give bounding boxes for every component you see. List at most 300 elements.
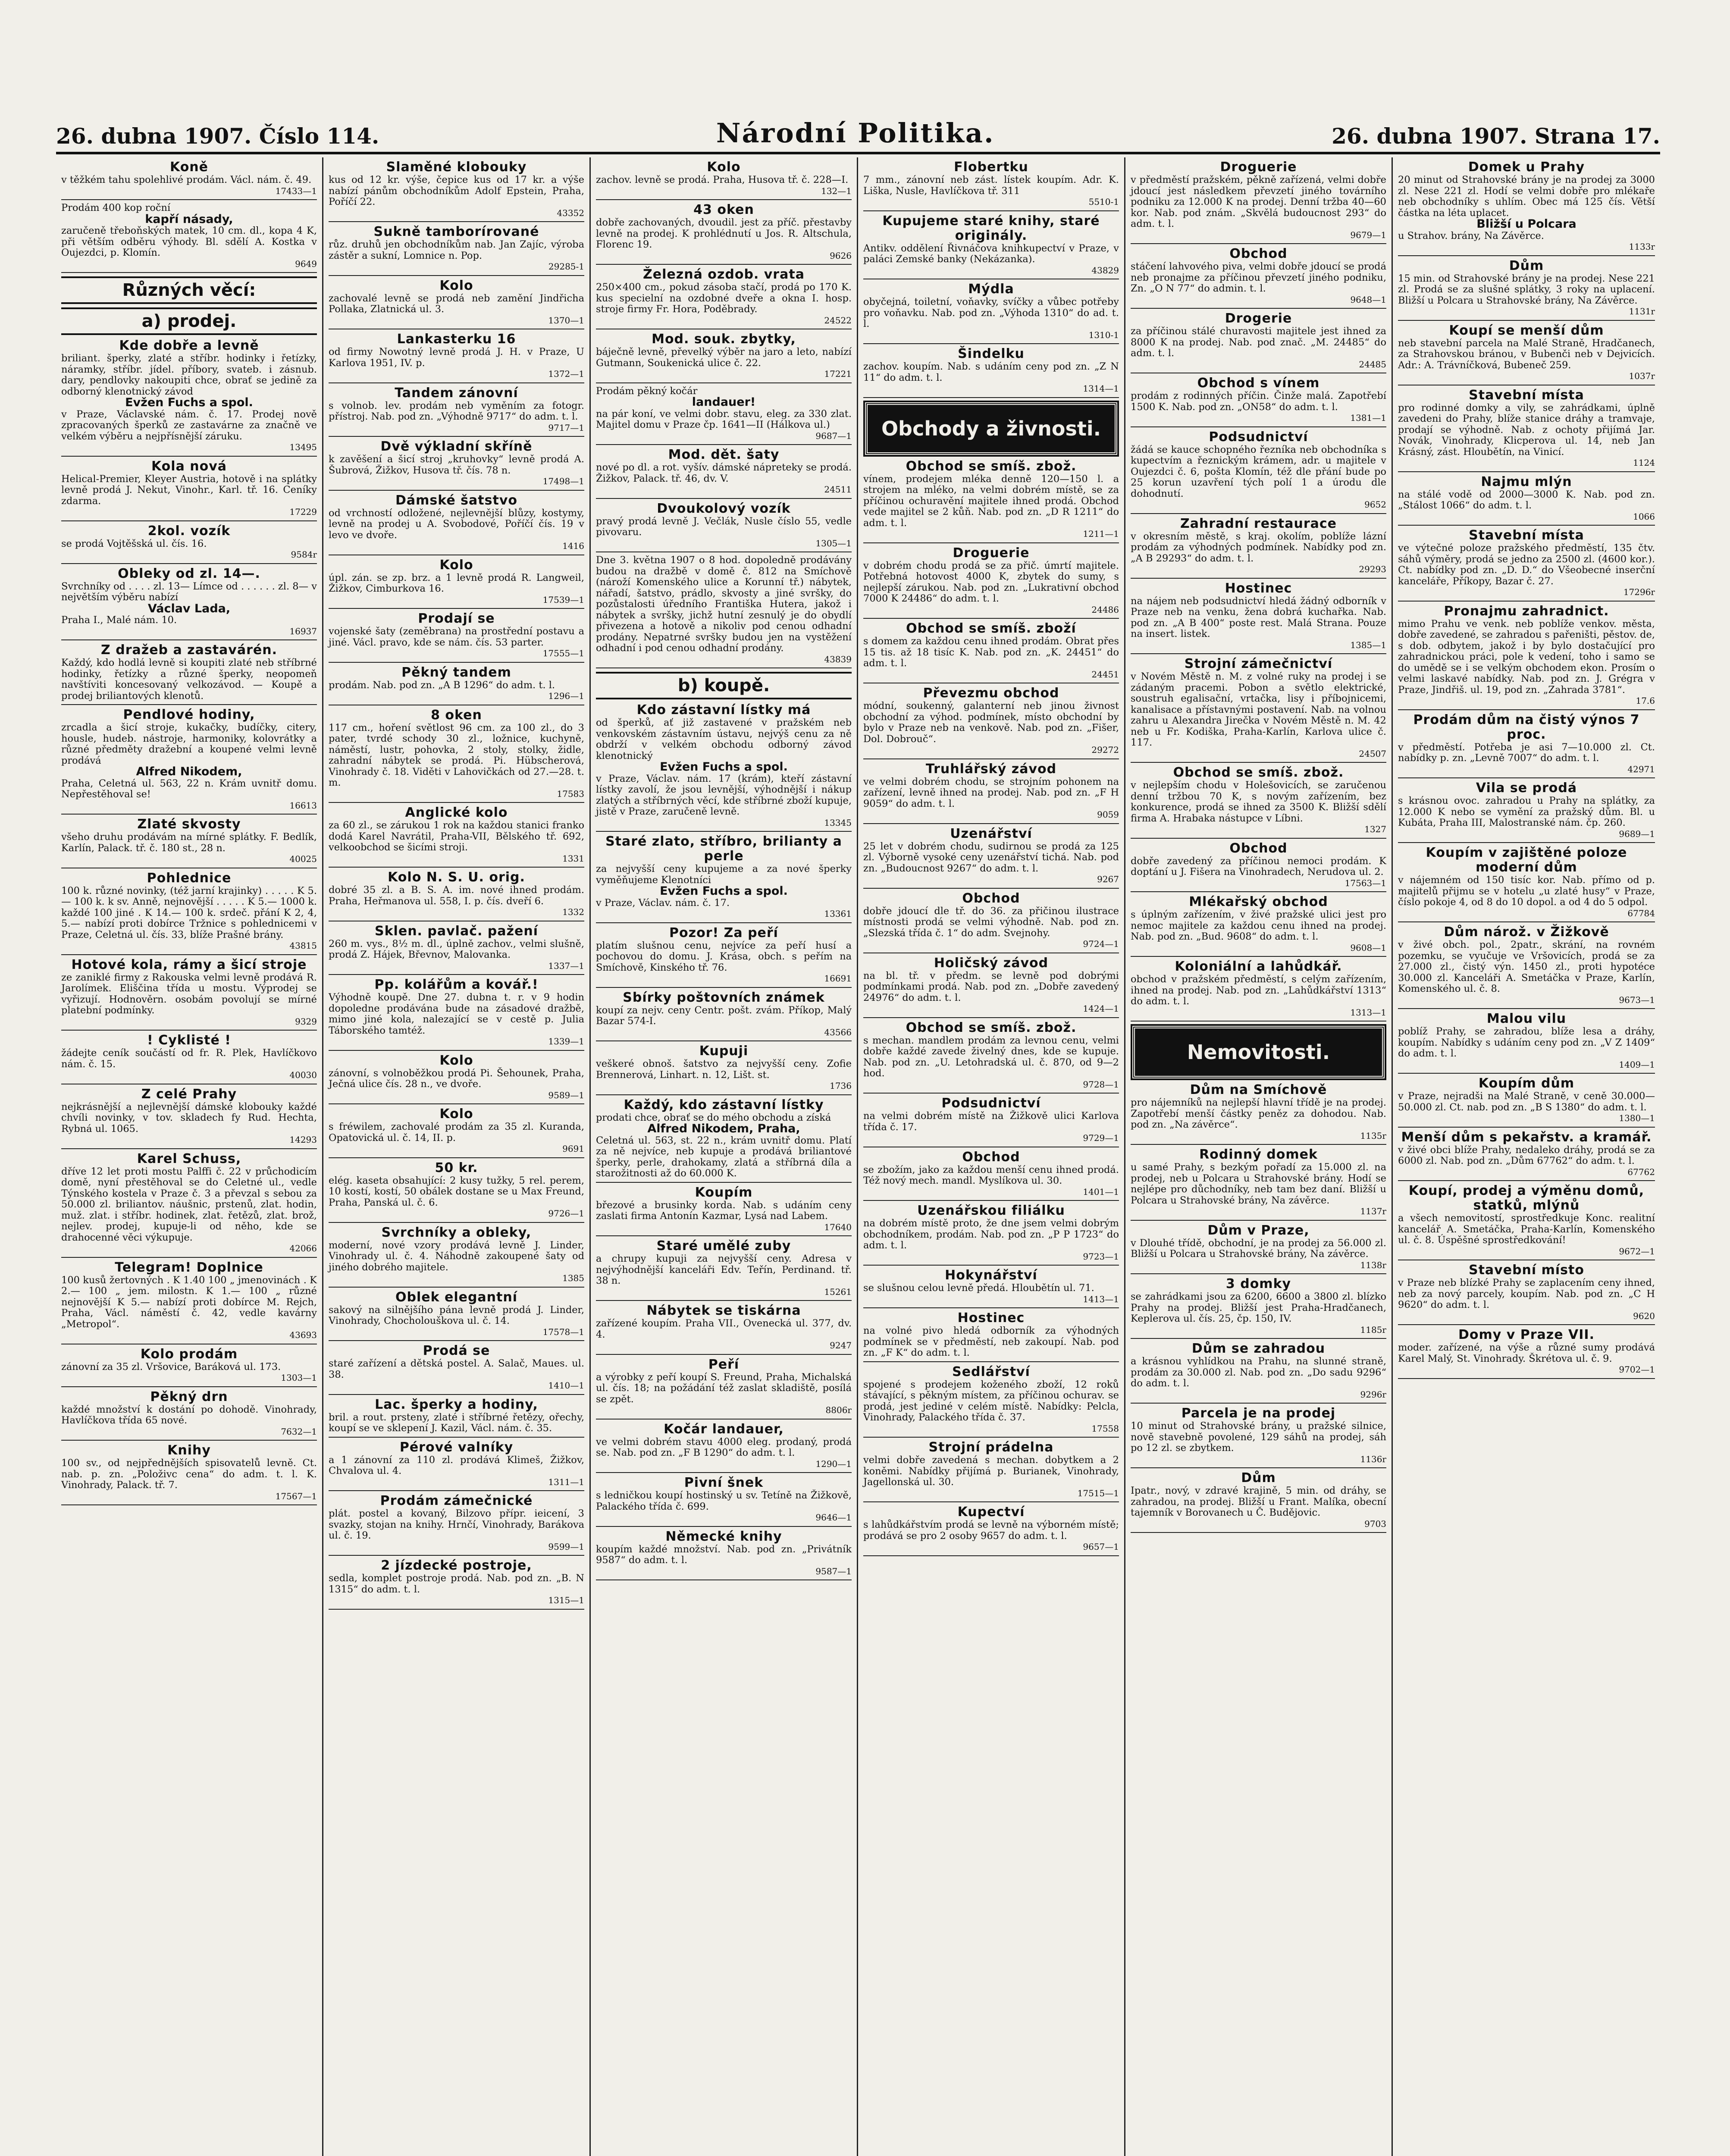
ad-body xyxy=(61,581,317,626)
ad-body xyxy=(61,1275,317,1330)
header-date-right: 26. dubna 1907. Strana 17. xyxy=(1332,123,1660,149)
ad-separator xyxy=(596,1472,852,1473)
ad-body xyxy=(863,1035,1119,1079)
ad-text-continued: v Praze, Václav. nám. č. 17. xyxy=(596,897,730,909)
ad-reference-number: 17563—1 xyxy=(1345,877,1386,888)
ad-body xyxy=(596,1318,852,1340)
ad-reference-number: 1380—1 xyxy=(1619,1113,1655,1123)
ad-emphasis: Evžen Fuchs a spol. xyxy=(125,396,253,409)
ad-body xyxy=(1131,1421,1386,1454)
ad-text: za 60 zl., se zárukou 1 rok na každou stanici franko dodá Karel Navrátil, Praha-VII, Bělského tř. 692, velkoobchod se šicími stroji. xyxy=(329,820,584,853)
ad-reference-number: 1311—1 xyxy=(548,1476,584,1487)
ad-text: na stálé vodě od 2000—3000 K. Nab. pod zn. „Stálost 1066“ do adm. t. l. xyxy=(1398,489,1655,511)
ad-separator xyxy=(863,823,1119,824)
ad-separator xyxy=(1398,777,1655,778)
classified-ad xyxy=(1131,430,1386,511)
classified-ad xyxy=(1398,528,1655,598)
ad-body xyxy=(1131,1238,1386,1260)
ad-separator xyxy=(61,954,317,955)
ad-text: 100 sv., od nejpřednějších spisovatelů levně. Ct. nab. p. zn. „Položivc cena“ do adm. t. l. K. Vinohrady, Palack. tř. 7. xyxy=(61,1457,317,1491)
ad-headline: Pěkný drn xyxy=(150,1389,228,1404)
ad-body xyxy=(596,718,852,818)
ad-headline: Mlékařský obchod xyxy=(1189,894,1328,909)
classified-ad xyxy=(329,1290,584,1338)
ad-text: zánovní, s volnoběžkou prodá Pi. Šehounek, Praha, Ječná ulice čís. 28 n., ve dvoře. xyxy=(329,1067,584,1090)
ad-separator xyxy=(61,639,317,640)
ad-body xyxy=(1398,543,1655,587)
ad-reference-number: 17578—1 xyxy=(542,1326,584,1337)
ad-text: vínem, prodejem mléka denně 120—150 l. a strojem na mléko, na velmi dobrém místě, se za příčinou ochuravění majitele ihned prodá. Obchod vede majitel se 2 kůň. Nab. pod zn. „D R 1211“ do adm. t. l. xyxy=(863,473,1119,529)
ad-headline: 43 oken xyxy=(693,202,754,217)
ad-separator xyxy=(863,618,1119,619)
ad-body xyxy=(61,353,317,442)
ad-reference-number: 1296—1 xyxy=(548,691,584,701)
ad-body xyxy=(61,1362,317,1373)
ad-reference-number: 9329 xyxy=(295,1016,317,1027)
ad-body xyxy=(863,841,1119,874)
classified-ad xyxy=(596,555,852,665)
ad-separator xyxy=(329,1103,584,1104)
ad-text: 117 cm., hoření světlost 96 cm. za 100 zl., do 3 pater, tvrdé schody 30 zl., ložnice, kuchyně, náměstí, lustr, pohovka, 2 stoly, stolky, židle, zahradní nábytek se prodá. Pi. Hübscherová, Vinohrady č. 18. Viděti v Lahovičkách od 27.—28. t. m. xyxy=(329,722,584,788)
ad-body xyxy=(863,1520,1119,1542)
ad-headline: Prodám dům na čistý výnos 7 proc. xyxy=(1413,712,1640,742)
ad-text: 100 k. různé novinky, (též jarní krajinky) . . . . . K 5.— 100 k. k sv. Anně, nejnovější . . . . . K 5.— 1000 k. každé 100 jiné . K 14.— 100 k. srdeč. přání K 2, 4, 5.— nabízí proti dobírce Tržnice s pohlednicemi v Praze, Celetná ul. čís. 33, blíže Prašné brány. xyxy=(61,885,317,940)
classified-ad xyxy=(1131,247,1386,305)
ad-body xyxy=(61,972,317,1016)
ad-reference-number: 40025 xyxy=(289,854,317,864)
ad-reference-number: 1331 xyxy=(562,853,584,864)
ad-reference-number: 17539—1 xyxy=(542,594,584,605)
ad-reference-number: 1385 xyxy=(562,1273,584,1283)
ad-separator xyxy=(1398,320,1655,321)
ad-text: báječně levně, převelký výběr na jaro a leto, nabízí Gutmann, Soukenická ulice č. 22. xyxy=(596,346,852,369)
ad-reference-number: 1138r xyxy=(1360,1260,1386,1270)
ad-text: Výhodně koupě. Dne 27. dubna t. r. v 9 hodin dopoledne prodávána bude na zásadové dražbě, mimo jiné kola, nalezající se v cestě p. Julia Táborského tamtéž. xyxy=(329,992,584,1036)
ad-body xyxy=(329,820,584,853)
ad-separator xyxy=(1398,525,1655,526)
ad-headline: Šindelku xyxy=(958,346,1025,361)
classified-ad xyxy=(1398,1012,1655,1070)
ad-body xyxy=(1131,909,1386,943)
ad-text: od šperků, ať již zastavené v pražském neb venkovském zástavním ústavu, nejvýš cenu za ně obdrží v velkém obchodu odborný závod klenotnický xyxy=(596,717,852,761)
ad-headline: Podsudnictví xyxy=(1209,429,1308,445)
ad-text: v okresním městě, s kraj. okolím, poblíže lázní prodám za výhodných podmínek. Nabídky pod zn. „A B 29293“ do adm. t. l. xyxy=(1131,530,1386,564)
classified-ad xyxy=(61,203,317,270)
ad-body xyxy=(61,175,317,186)
classified-ad xyxy=(329,870,584,918)
ad-body xyxy=(1398,1213,1655,1246)
classified-ad xyxy=(61,708,317,811)
ad-text: staré zařízení a dětská postel. A. Salač, Maues. ul. 38. xyxy=(329,1358,584,1380)
classified-ad xyxy=(329,1344,584,1391)
ad-headline: Drogerie xyxy=(1225,311,1292,326)
ad-reference-number: 13495 xyxy=(289,442,317,452)
ad-text: elég. kaseta obsahující: 2 kusy tužky, 5 rel. perem, 10 kostí, kostí, 50 obálek dostane se u Max Freund, Praha, Panská ul. č. 6. xyxy=(329,1175,584,1208)
ad-text: dobré 35 zl. a B. S. A. im. nové ihned prodám. Praha, Heřmanova ul. 558, I. p. čís. dveří 6. xyxy=(329,884,584,907)
ad-separator xyxy=(863,1501,1119,1502)
ad-reference-number: 43829 xyxy=(1091,265,1119,276)
ad-body xyxy=(329,626,584,648)
ad-separator xyxy=(596,987,852,988)
ad-separator xyxy=(1131,838,1386,839)
classified-ad xyxy=(329,924,584,972)
classified-ad xyxy=(863,214,1119,276)
ad-reference-number: 1185r xyxy=(1360,1324,1386,1335)
column-5 xyxy=(1125,157,1393,2156)
ad-reference-number: 42971 xyxy=(1627,764,1655,774)
ad-text: ve velmi dobrém stavu 4000 eleg. prodaný, prodá se. Nab. pod zn. „F B 1290“ do adm. t. l. xyxy=(596,1436,852,1458)
ad-text: zánovní za 35 zl. Vršovice, Baráková ul. 173. xyxy=(61,1361,281,1373)
ad-text: nejkrásnější a nejlevnější dámské klobouky každé chvíli novinky, v tov. skladech fy Rud. Hechta, Rybná ul. 1065. xyxy=(61,1101,317,1134)
classified-ad xyxy=(1131,1277,1386,1335)
ad-headline: Pivní šnek xyxy=(684,1475,764,1490)
ad-separator xyxy=(596,667,852,668)
ad-body xyxy=(1398,619,1655,696)
ad-text: vojenské šaty (zeměbrana) na prostřední postavu a jiné. Václ. pravo, kde se nám. čís. 53 parter. xyxy=(329,626,584,648)
ad-body xyxy=(596,282,852,315)
ad-body xyxy=(329,1175,584,1209)
ad-separator xyxy=(1131,956,1386,957)
ad-emphasis: Bližší u Polcara xyxy=(1476,217,1576,231)
ad-text: pro nájemníků na nejlepší hlavní třídě je na prodej. Zapotřebí menší částky peněz za dohodou. Nab. pod zn. „Na závěrce“. xyxy=(1131,1097,1386,1130)
ad-headline: Obchod s vínem xyxy=(1197,376,1320,391)
column-1 xyxy=(56,157,323,2156)
ad-separator xyxy=(863,888,1119,889)
ad-headline: Mod. dět. šaty xyxy=(668,447,780,462)
ad-headline: Uzenářství xyxy=(950,826,1032,841)
ad-body xyxy=(1131,326,1386,359)
ad-separator xyxy=(1131,308,1386,309)
ad-body xyxy=(863,361,1119,383)
classified-ad xyxy=(863,546,1119,616)
ad-text: pravý prodá levně J. Večlák, Nusle číslo 55, vedle pivovaru. xyxy=(596,515,852,538)
ad-reference-number: 1327 xyxy=(1364,824,1386,834)
ad-body xyxy=(329,1508,584,1542)
classified-ad xyxy=(863,827,1119,885)
ad-text: dobře zavedený za příčinou nemoci prodám. K doptání u J. Fišera na Vinohradech, Nerudova ul. 2. xyxy=(1131,855,1386,877)
classified-ad xyxy=(1398,1328,1655,1376)
ad-body xyxy=(329,992,584,1036)
ad-text: velmi dobře zavedená s mechan. dobytkem a 2 koněmi. Nabídky přijímá p. Burianek, Vinohrady, Jagellonská ul. 30. xyxy=(863,1454,1119,1488)
ad-headline: Sklen. pavlač. pažení xyxy=(375,923,538,939)
ad-separator xyxy=(1398,709,1655,710)
ad-text: na volné pivo hledá odborník za výhodných podmínek se v předměstí, neb zakoupí. Nab. pod zn. „F K“ do adm. t. l. xyxy=(863,1325,1119,1358)
ad-headline: Železná ozdob. vrata xyxy=(643,267,805,282)
ad-headline: Kupuji xyxy=(699,1044,749,1059)
ad-reference-number: 9717—1 xyxy=(548,422,584,433)
ad-headline: Droguerie xyxy=(953,545,1030,561)
ad-text: Každý, kdo hodlá levně si koupiti zlaté neb stříbrné hodinky, řetízky a různé šperky, neopomeň navštíviti koncesovaný velkozávod. — Koupě a prodej briliantových klenotů. xyxy=(61,657,317,702)
ad-headline: Hostinec xyxy=(1225,580,1292,596)
ad-body xyxy=(61,832,317,854)
ad-body xyxy=(61,1048,317,1070)
ad-emphasis: landauer! xyxy=(692,395,756,409)
ad-text: všeho druhu prodávám na mírné splátky. F. Bedlík, Karlín, Palack. tř. č. 180 st., 28 n. xyxy=(61,831,317,854)
ad-separator xyxy=(596,922,852,923)
ad-body xyxy=(329,723,584,789)
ad-headline: Podsudnictví xyxy=(941,1096,1041,1111)
classified-ad xyxy=(1131,895,1386,953)
ad-body xyxy=(329,1358,584,1380)
ad-text: v Novém Městě n. M. z volné ruky na prodej i se zádaným pracemi. Pobon a světlo elektrické, soustruh egalisační, vrtačka, lisy i příbojnicemi, kanalisace a přístavnými postavení. Nab. na volnou zahru u Alexandra Jirečka v Novém Městě n. M. 42 neb u Fr. Kodiška, Praha-Karlín, Karlova ulice č. 117. xyxy=(1131,671,1386,748)
ad-text: na dobrém místě proto, že dne jsem velmi dobrým obchodníkem, prodám. Nab. pod zn. „P P 1723“ do adm. t. l. xyxy=(863,1218,1119,1251)
ad-text: žádejte ceník součástí od fr. R. Plek, Havlíčkovo nám. č. 15. xyxy=(61,1047,317,1070)
ad-reference-number: 1037r xyxy=(1629,371,1655,381)
ad-text: prodati chce, obrať se do mého obchodu a získá xyxy=(596,1112,831,1123)
classified-ad xyxy=(596,990,852,1038)
ad-text: pro rodinné domky a vily, se zahrádkami, úplně zavedeni do Prahy, blíže stanice dráhy a tramvaje, prodají se výhodně. Nab. z ochoty přijímá Jar. Novák, Vinohrady, Klicperova ul. 14, neb Jan Krásný, zást. Hloubětín, na Vinicí. xyxy=(1398,402,1655,458)
section-banner: Nemovitosti. xyxy=(1132,1026,1385,1078)
header-rule xyxy=(56,152,1660,154)
ad-text: v předměstí pražském, pěkně zařízená, velmi dobře jdoucí jest následkem převzetí jiného továrního podniku za 12.000 K na prodej. Denní tržba 40—60 kor. Nab. pod znám. „Skvělá budoucnost 293“ do adm. t. l. xyxy=(1131,174,1386,229)
ad-reference-number: 17640 xyxy=(824,1222,852,1232)
ad-headline: Dům xyxy=(1509,258,1544,273)
classified-columns xyxy=(56,157,1660,2156)
classified-ad xyxy=(1398,781,1655,840)
ad-headline: Domy v Praze VII. xyxy=(1458,1327,1595,1342)
ad-reference-number: 9247 xyxy=(830,1340,852,1351)
ad-body xyxy=(329,175,584,208)
ad-separator xyxy=(61,704,317,705)
ad-separator xyxy=(329,221,584,222)
ad-text: 25 let v dobrém chodu, sudirnou se prodá za 125 zl. Výborně vysoké ceny uzenářství tichá. Nab. pod zn. „Budoucnost 9267“ do adm. t. l. xyxy=(863,840,1119,874)
ad-body xyxy=(863,1455,1119,1488)
ad-body xyxy=(863,971,1119,1004)
ad-text-continued: Celetná ul. 563, st. 22 n., krám uvnitř domu. Platí za ně nejvíce, neb kupuje a prodává briliantové šperky, perle, drahokamy, zlatá a stříbrná díla a starožitnosti až do 60.000 K. xyxy=(596,1134,852,1179)
page-header xyxy=(56,110,1660,149)
ad-headline: Dům nárož. v Žižkově xyxy=(1444,924,1609,940)
ad-text: zařízené koupím. Praha VII., Ovenecká ul. 377, dv. 4. xyxy=(596,1318,852,1340)
ad-separator xyxy=(596,1094,852,1095)
ad-body xyxy=(329,885,584,907)
ad-body xyxy=(61,539,317,550)
classified-ad xyxy=(1398,160,1655,253)
ad-text: se zahrádkami jsou za 6200, 6600 a 3800 zl. blízko Prahy na prodej. Bližší jest Praha-Hradčanech, Keplerova ul. čís. 25, čp. 150, IV. xyxy=(1131,1291,1386,1324)
ad-separator xyxy=(329,490,584,491)
ad-reference-number: 1303—1 xyxy=(281,1373,317,1383)
ad-body xyxy=(329,508,584,541)
ad-body xyxy=(329,1122,584,1144)
ad-body xyxy=(596,1437,852,1459)
ad-reference-number: 9657—1 xyxy=(1083,1542,1119,1552)
ad-text: ve velmi dobrém chodu, se strojním pohonem na zařízení, levně ihned na prodej. Nab. pod zn. „F H 9059“ do adm. t. l. xyxy=(863,776,1119,809)
ad-separator xyxy=(329,382,584,383)
ad-separator xyxy=(596,1419,852,1420)
ad-separator xyxy=(596,1235,852,1236)
ad-separator xyxy=(1131,1403,1386,1404)
ad-headline: Pérové valníky xyxy=(399,1439,514,1455)
ad-text-continued: v Praze, Václav. nám. 17 (krám), kteří zástavní lístky zavolí, že jsou levnější, výhodnější i nákup zlatých a stříbrných věcí, kde stříbrné zboží kupuje, jistě v Praze, zaručeně levně. xyxy=(596,773,852,817)
ad-body xyxy=(1398,742,1655,764)
ad-body xyxy=(61,1102,317,1135)
ad-body xyxy=(863,1111,1119,1133)
ad-text: zachov. levně se prodá. Praha, Husova tř. č. 228—I. xyxy=(596,174,849,185)
ad-separator xyxy=(1398,1073,1655,1074)
ad-body xyxy=(1398,175,1655,241)
classified-ad xyxy=(1131,657,1386,759)
ad-separator xyxy=(596,831,852,832)
ad-body xyxy=(1131,974,1386,1007)
classified-ad xyxy=(61,338,317,453)
classified-ad xyxy=(1131,959,1386,1018)
ad-reference-number: 24485 xyxy=(1359,359,1386,370)
ad-reference-number: 1133r xyxy=(1629,241,1655,252)
classified-ad xyxy=(1131,841,1386,889)
ad-reference-number: 9689—1 xyxy=(1619,828,1655,839)
classified-ad xyxy=(1398,1076,1655,1124)
ad-reference-number: 9626 xyxy=(830,250,852,261)
ad-text: v těžkém tahu spolehlivé prodám. Václ. nám. č. 49. xyxy=(61,174,312,185)
ad-separator xyxy=(61,520,317,521)
ad-body xyxy=(596,940,852,974)
ad-separator xyxy=(863,1361,1119,1362)
ad-separator xyxy=(863,210,1119,211)
ad-text: v předměstí. Potřeba je asi 7—10.000 zl. Ct. nabídky p. zn. „Levně 7007“ do adm. t. l. xyxy=(1398,741,1655,764)
classified-ad xyxy=(596,1239,852,1297)
ad-body xyxy=(1398,273,1655,307)
classified-ad xyxy=(329,665,584,702)
classified-ad xyxy=(1398,259,1655,317)
ad-headline: Droguerie xyxy=(1220,160,1297,175)
ad-separator xyxy=(863,1200,1119,1201)
ad-text: každé množství k dostání po dohodě. Vinohrady, Havlíčkova třída 65 nové. xyxy=(61,1404,317,1426)
section-heading: b) koupě. xyxy=(596,672,852,699)
ad-text: v živé obci blíže Prahy, nedaleko dráhy, prodá se za 6000 zl. Nab. pod zn. „Dům 67762“ do adm. t. l. xyxy=(1398,1144,1655,1166)
ad-headline: Nábytek se tiskárna xyxy=(646,1303,801,1318)
classified-ad xyxy=(863,160,1119,208)
classified-ad xyxy=(61,524,317,561)
ad-reference-number: 1290—1 xyxy=(815,1458,852,1469)
ad-headline: Kupectví xyxy=(957,1504,1025,1520)
ad-body xyxy=(1398,796,1655,829)
ad-body xyxy=(329,454,584,476)
ad-reference-number: 1385—1 xyxy=(1350,639,1386,650)
ad-reference-number: 9296r xyxy=(1360,1389,1386,1400)
ad-text: v Praze neb blízké Prahy se zaplacením ceny ihned, neb za nový parcely, koupím. Nab. pod zn. „C H 9620“ do adm. t. l. xyxy=(1398,1277,1655,1310)
classified-ad xyxy=(1131,160,1386,241)
ad-body xyxy=(1131,175,1386,230)
ad-body xyxy=(596,175,852,186)
ad-text: a krásnou vyhlídkou na Prahu, na slunné straně, prodám za 30.000 zl. Nab. pod zn. „Do sadu 9296“ do adm. t. l. xyxy=(1131,1356,1386,1389)
classified-ad xyxy=(596,501,852,549)
ad-body xyxy=(596,1490,852,1512)
ad-reference-number: 1310-1 xyxy=(1088,329,1119,340)
ad-reference-number: 1131r xyxy=(1629,306,1655,317)
ad-reference-number: 9587—1 xyxy=(815,1566,852,1576)
classified-ad xyxy=(329,978,584,1047)
ad-headline: Stavební místa xyxy=(1469,528,1584,543)
ad-body xyxy=(1131,1097,1386,1131)
ad-body xyxy=(596,1059,852,1081)
ad-headline: Dvoukolový vozík xyxy=(657,501,791,516)
ad-text: 10 minut od Strahovské brány, u pražské silnice, nově stavebně povolené, 129 sáhů na prodej, sáh po 12 zl. se zbytkem. xyxy=(1131,1420,1386,1454)
classified-ad xyxy=(863,282,1119,341)
ad-reference-number: 17.6 xyxy=(1636,696,1655,706)
ad-separator xyxy=(1131,243,1386,244)
classified-ad xyxy=(596,1476,852,1523)
ad-text-continued: Praha, Celetná ul. 563, 22 n. Krám uvnitř domu. Nepřestěhoval se! xyxy=(61,777,317,800)
classified-ad xyxy=(1131,581,1386,651)
ad-reference-number: 1339—1 xyxy=(548,1036,584,1047)
ad-body xyxy=(1131,1356,1386,1389)
ad-text: v Praze, nejradši na Malé Straně, v ceně 30.000—50.000 zl. Ct. nab. pod zn. „B S 1380“ do adm. t. l. xyxy=(1398,1091,1655,1113)
ad-separator xyxy=(329,1340,584,1341)
ad-reference-number: 9729—1 xyxy=(1083,1133,1119,1143)
ad-headline: Lankasterku 16 xyxy=(397,332,516,347)
ad-headline: Stavební místo xyxy=(1468,1263,1584,1278)
ad-headline: Stavební místa xyxy=(1469,387,1584,403)
ad-headline: Zahradní restaurace xyxy=(1180,516,1337,531)
classified-ad xyxy=(596,448,852,495)
ad-separator xyxy=(329,1157,584,1158)
ad-text: sedla, komplet postroje prodá. Nab. pod zn. „B. N 1315“ do adm. t. l. xyxy=(329,1573,584,1595)
ad-body xyxy=(1398,403,1655,458)
ad-separator xyxy=(596,382,852,383)
ad-reference-number: 9728—1 xyxy=(1083,1079,1119,1090)
ad-body xyxy=(329,680,584,691)
ad-body xyxy=(863,1165,1119,1187)
ad-text: obyčejná, toiletní, voňavky, svíčky a vůbec potřeby pro voňavku. Nab. pod zn. „Výhoda 1310“ do ad. t. l. xyxy=(863,296,1119,329)
ad-separator xyxy=(1131,1021,1386,1022)
ad-reference-number: 67762 xyxy=(1627,1166,1655,1177)
ad-headline: Dům v Praze, xyxy=(1207,1222,1310,1238)
ad-reference-number: 1211—1 xyxy=(1083,529,1119,539)
classified-ad xyxy=(61,958,317,1028)
ad-separator xyxy=(596,1040,852,1041)
ad-headline: Pp. kolářům a kovář.! xyxy=(374,977,539,992)
ad-headline: Kolo xyxy=(439,1106,473,1122)
classified-ad xyxy=(863,459,1119,540)
classified-ad xyxy=(863,1505,1119,1553)
ad-separator xyxy=(61,1030,317,1031)
ad-reference-number: 1313—1 xyxy=(1350,1007,1386,1018)
ad-text: kus od 12 kr. výše, čepice kus od 17 kr. a výše nabízí pánům obchodníkům Adolf Epstein, Praha, Poříčí 22. xyxy=(329,174,584,207)
classified-ad xyxy=(61,567,317,637)
ad-headline: Prodá se xyxy=(423,1343,490,1358)
ad-headline: Hotové kola, rámy a šicí stroje xyxy=(71,957,307,972)
ad-reference-number: 1066 xyxy=(1633,511,1655,522)
ad-reference-number: 43839 xyxy=(824,654,852,664)
ad-separator xyxy=(329,1609,584,1610)
ad-body xyxy=(863,175,1119,197)
ad-reference-number: 1137r xyxy=(1360,1206,1386,1216)
ad-headline: Anglické kolo xyxy=(405,805,508,820)
ad-text: poblíž Prahy, se zahradou, blíže lesa a dráhy, koupím. Nabídky s udáním ceny pod zn. „V Z 1409“ do adm. t. l. xyxy=(1398,1026,1655,1059)
ad-reference-number: 15261 xyxy=(824,1286,852,1297)
classified-ad xyxy=(863,1150,1119,1198)
ad-separator xyxy=(596,1526,852,1527)
classified-ad xyxy=(1398,1263,1655,1322)
ad-body xyxy=(596,386,852,431)
ad-headline: Kolo xyxy=(439,557,473,573)
ad-headline: Obchod se smíš. zbož. xyxy=(906,1020,1077,1035)
classified-ad xyxy=(1398,604,1655,707)
ad-body xyxy=(1398,489,1655,511)
ad-separator xyxy=(61,814,317,815)
ad-reference-number: 1413—1 xyxy=(1083,1294,1119,1304)
ad-text: koupí za nejv. ceny Centr. pošt. zvám. Příkop, Malý Bazar 574-I. xyxy=(596,1004,852,1027)
ad-body xyxy=(329,1455,584,1477)
ad-text-continued: u Strahov. brány, Na Závěrce. xyxy=(1398,230,1544,241)
ad-body xyxy=(1398,338,1655,371)
ad-body xyxy=(863,906,1119,939)
ad-reference-number: 9584r xyxy=(291,549,317,560)
ad-body xyxy=(1131,780,1386,824)
ad-body xyxy=(329,1573,584,1595)
classified-ad xyxy=(329,332,584,380)
ad-reference-number: 17229 xyxy=(289,507,317,517)
ad-headline: Najmu mlýn xyxy=(1481,474,1572,489)
